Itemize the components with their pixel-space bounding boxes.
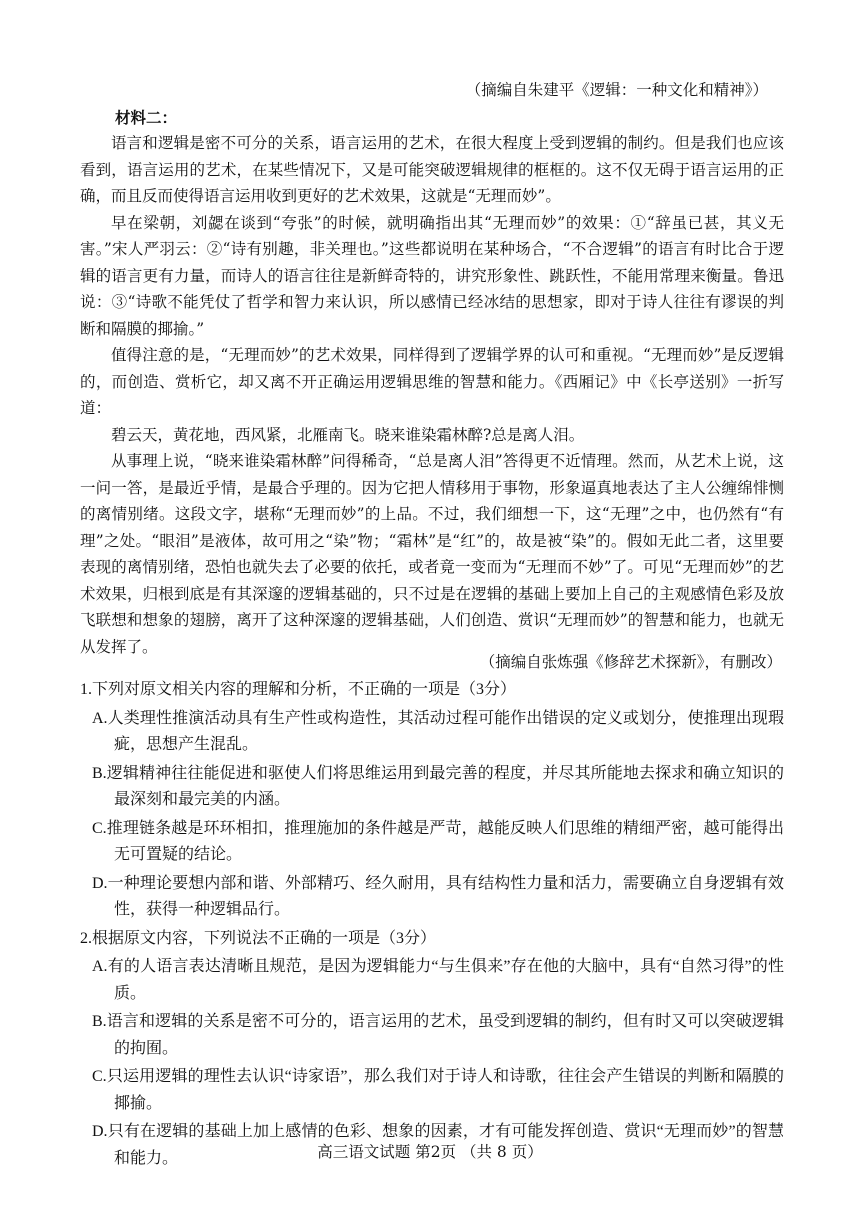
question-1 [80, 677, 784, 924]
option-d: D.一种理论要想内部和谐、外部精巧、经久耐用，具有结构性力量和活力，需要确立自身逻辑有效性，获得一种逻辑品行。 [92, 874, 784, 918]
material-two-heading: 材料二： [115, 108, 178, 127]
option-c: C.推理链条越是环环相扣，推理施加的条件越是严苛，越能反映人们思维的精细严密，越可能得出无可置疑的结论。 [92, 819, 784, 863]
material-two-body [80, 130, 784, 660]
question-stem: 1.下列对原文相关内容的理解和分析，不正确的一项是（3分） [80, 681, 517, 698]
question-section [80, 677, 784, 1174]
option-b: B.逻辑精神往往能促进和驱使人们将思维运用到最完善的程度，并尽其所能地去探求和确立知识的最深刻和最完美的内涵。 [92, 764, 784, 808]
option-c: C.只运用逻辑的理性去认识“诗家语”，那么我们对于诗人和诗歌，往往会产生错误的判断和隔膜的揶揄。 [92, 1068, 784, 1112]
option-d: D.只有在逻辑的基础上加上感情的色彩、想象的因素，才有可能发挥创造、赏识“无理而妙”的智慧和能力。 [92, 1123, 784, 1167]
paragraph: 从事理上说，“晓来谁染霜林醉”问得稀奇，“总是离人泪”答得更不近情理。然而，从艺术上说，这一问一答，是最近乎情，是最合乎理的。因为它把人情移用于事物，形象逼真地表达了主人公缠绵悱恻的离情别绪。这段文字，堪称“无理而妙”的上品。不过，我们细想一下，这“无理”之中，也仍然有“有理”之处。“眼泪”是液体，故可用之“染”物；“霜林”是“红”的，故是被“染”的。假如无此二者，这里要表现的离情别绪，恐怕也就失去了必要的依托，或者竟一变而为“无理而不妙”了。可见“无理而妙”的艺术效果，归根到底是有其深邃的逻辑基础的，只不过是在逻辑的基础上要加上自己的主观感情色彩及放飞联想和想象的翅膀，离开了这种深邃的逻辑基础，人们创造、赏识“无理而妙”的智慧和能力，也就无从发挥了。 [80, 452, 784, 656]
paragraph: 语言和逻辑是密不可分的关系，语言运用的艺术，在很大程度上受到逻辑的制约。但是我们也应该看到，语言运用的艺术，在某些情况下，又是可能突破逻辑规律的框框的。这不仅无碍于语言运用的正确，而且反而使得语言运用收到更好的艺术效果，这就是“无理而妙”。 [80, 134, 784, 205]
question-2 [80, 926, 784, 1173]
page-footer: 高三语文试题 第2页 （共 8 页） [317, 1143, 543, 1161]
option-b: B.语言和逻辑的关系是密不可分的，语言运用的艺术，虽受到逻辑的制约，但有时又可以突破逻辑的拘囿。 [92, 1013, 784, 1057]
question-stem: 2.根据原文内容，下列说法不正确的一项是（3分） [80, 929, 437, 947]
citation-top: （摘编自朱建平《逻辑：一种文化和精神》） [465, 81, 768, 99]
citation-bottom: （摘编自张炼强《修辞艺术探新》，有删改） [479, 653, 782, 671]
paragraph: 值得注意的是，“无理而妙”的艺术效果，同样得到了逻辑学界的认可和重视。“无理而妙”是反逻辑的，而创造、赏析它，却又离不开正确运用逻辑思维的智慧和能力。《西厢记》中《长亭送别》一折写道： [80, 346, 784, 417]
poem-quote: 碧云天，黄花地，西风紧，北雁南飞。晓来谁染霜林醉?总是离人泪。 [111, 425, 585, 444]
option-a: A.人类理性推演活动具有生产性或构造性，其活动过程可能作出错误的定义或划分，使推理出现瑕疵，思想产生混乱。 [92, 709, 784, 753]
option-a: A.有的人语言表达清晰且规范，是因为逻辑能力“与生俱来”存在他的大脑中，具有“自然习得”的性质。 [92, 958, 784, 1002]
paragraph: 早在梁朝，刘勰在谈到“夸张”的时候，就明确指出其“无理而妙”的效果：①“辞虽已甚，其义无害。”宋人严羽云：②“诗有别趣，非关理也。”这些都说明在某种场合，“不合逻辑”的语言有时比合于逻辑的语言更有力量，而诗人的语言往往是新鲜奇特的，讲究形象性、跳跃性，不能用常理来衡量。鲁迅说：③“诗歌不能凭仗了哲学和智力来认识，所以感情已经冰结的思想家，即对于诗人往往有谬误的判断和隔膜的揶揄。” [80, 213, 784, 338]
